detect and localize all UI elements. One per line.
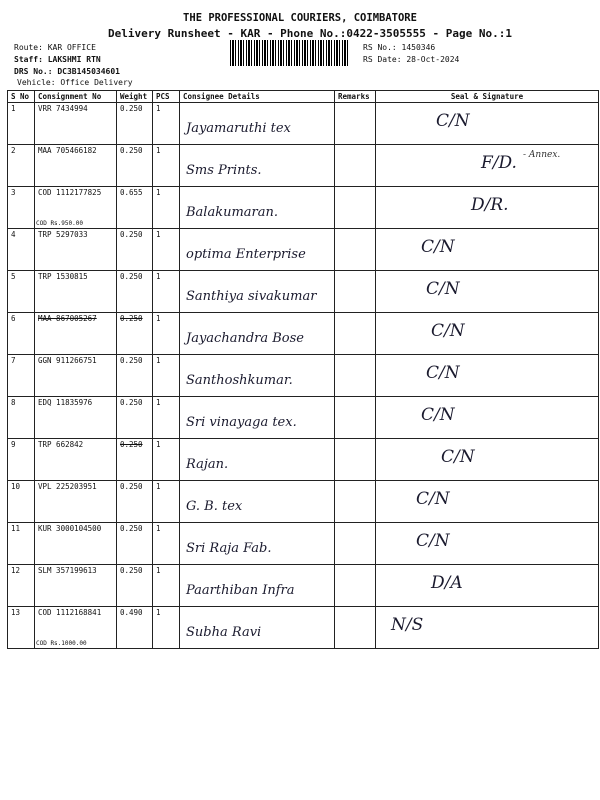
drs-number: DRS No.: DC3B145034601 xyxy=(14,67,120,76)
cell-consignee xyxy=(180,313,335,355)
cell-remarks xyxy=(335,271,376,313)
cell-consignment-text: KUR 3000104500 xyxy=(38,524,102,533)
cell-sno-text: 10 xyxy=(11,482,21,491)
cell-pcs-text: 1 xyxy=(156,104,161,113)
col-weight: Weight xyxy=(117,91,153,103)
cell-pcs-text: 1 xyxy=(156,188,161,197)
cell-consignee xyxy=(180,523,335,565)
table-row xyxy=(8,145,599,187)
cell-consignment-text: VPL 225203951 xyxy=(38,482,97,491)
cell-pcs xyxy=(153,481,180,523)
cell-consignee xyxy=(180,103,335,145)
cell-consignment-text: EDQ 11835976 xyxy=(38,398,93,407)
cell-consignment xyxy=(35,271,117,313)
cell-weight-text: 0.490 xyxy=(120,608,143,617)
table-row xyxy=(8,187,599,229)
cell-sno-text: 5 xyxy=(11,272,16,281)
cell-pcs xyxy=(153,145,180,187)
consignee-handwritten-name: Balakumaran. xyxy=(186,205,279,220)
col-consignment: Consignment No xyxy=(35,91,117,103)
cell-seal-signature xyxy=(376,439,599,481)
cell-seal-signature xyxy=(376,145,599,187)
cell-consignee xyxy=(180,397,335,439)
seal-handwritten-mark: C/N xyxy=(431,321,465,341)
consignee-handwritten-name: optima Enterprise xyxy=(186,247,306,262)
consignee-handwritten-name: Sms Prints. xyxy=(186,163,262,178)
cell-weight xyxy=(117,103,153,145)
seal-handwritten-mark: C/N xyxy=(426,363,460,383)
cell-seal-signature xyxy=(376,103,599,145)
cell-consignee xyxy=(180,187,335,229)
table-row xyxy=(8,523,599,565)
cell-consignee xyxy=(180,145,335,187)
cell-pcs-text: 1 xyxy=(156,524,161,533)
cell-remarks xyxy=(335,145,376,187)
cell-remarks xyxy=(335,397,376,439)
staff-label: Staff: LAKSHMI RTN xyxy=(14,55,101,64)
cell-sno xyxy=(8,397,35,439)
cell-consignment xyxy=(35,229,117,271)
cell-consignment xyxy=(35,187,117,229)
cell-weight-text: 0.250 xyxy=(120,272,143,281)
cell-sno-text: 13 xyxy=(11,608,21,617)
consignee-handwritten-name: Subha Ravi xyxy=(186,625,262,640)
cell-consignee xyxy=(180,439,335,481)
consignee-handwritten-name: Jayachandra Bose xyxy=(186,331,304,346)
cell-sno xyxy=(8,271,35,313)
cell-weight xyxy=(117,187,153,229)
cell-sno-text: 4 xyxy=(11,230,16,239)
cell-pcs-text: 1 xyxy=(156,272,161,281)
cell-seal-signature xyxy=(376,523,599,565)
cell-remarks xyxy=(335,523,376,565)
vehicle-label: Vehicle: Office Delivery xyxy=(17,78,133,87)
consignee-handwritten-name: Sri Raja Fab. xyxy=(186,541,272,556)
table-row xyxy=(8,313,599,355)
cell-consignee xyxy=(180,355,335,397)
seal-handwritten-mark: F/D. xyxy=(481,153,517,173)
cell-consignment xyxy=(35,523,117,565)
cell-sno-text: 2 xyxy=(11,146,16,155)
cell-weight-text: 0.250 xyxy=(120,482,143,491)
cell-weight xyxy=(117,145,153,187)
seal-handwritten-mark: D/R. xyxy=(471,195,509,215)
cell-weight xyxy=(117,607,153,649)
cell-pcs xyxy=(153,439,180,481)
cell-weight xyxy=(117,313,153,355)
table-row xyxy=(8,397,599,439)
cod-amount: COD Rs.950.00 xyxy=(36,220,83,227)
consignee-handwritten-name: Sri vinayaga tex. xyxy=(186,415,297,430)
table-row xyxy=(8,229,599,271)
seal-handwritten-mark: C/N xyxy=(436,111,470,131)
document-title: THE PROFESSIONAL COURIERS, COIMBATORE xyxy=(183,12,417,24)
consignee-handwritten-name: Rajan. xyxy=(186,457,229,472)
table-row xyxy=(8,271,599,313)
cell-consignment-text: SLM 357199613 xyxy=(38,566,97,575)
cell-weight xyxy=(117,481,153,523)
cell-sno xyxy=(8,355,35,397)
cell-pcs-text: 1 xyxy=(156,314,161,323)
cell-weight-text: 0.250 xyxy=(120,146,143,155)
cell-pcs-text: 1 xyxy=(156,230,161,239)
cell-weight-text: 0.250 xyxy=(120,230,143,239)
cell-weight xyxy=(117,523,153,565)
cell-consignment-text: GGN 911266751 xyxy=(38,356,97,365)
cell-pcs-text: 1 xyxy=(156,440,161,449)
margin-annotation: - Annex. xyxy=(523,150,561,160)
cell-consignment xyxy=(35,397,117,439)
barcode-image xyxy=(230,40,350,66)
cell-pcs-text: 1 xyxy=(156,608,161,617)
cell-seal-signature xyxy=(376,313,599,355)
cell-remarks xyxy=(335,607,376,649)
col-remarks: Remarks xyxy=(335,91,376,103)
cell-sno-text: 11 xyxy=(11,524,21,533)
cell-pcs xyxy=(153,229,180,271)
cell-consignee xyxy=(180,271,335,313)
seal-handwritten-mark: C/N xyxy=(426,279,460,299)
cell-seal-signature xyxy=(376,187,599,229)
cell-seal-signature xyxy=(376,607,599,649)
table-row xyxy=(8,355,599,397)
cell-consignment xyxy=(35,565,117,607)
cell-weight-text: 0.250 xyxy=(120,440,143,449)
seal-handwritten-mark: C/N xyxy=(441,447,475,467)
cell-pcs xyxy=(153,355,180,397)
cell-remarks xyxy=(335,313,376,355)
cell-sno xyxy=(8,313,35,355)
rs-number: RS No.: 1450346 xyxy=(363,43,436,52)
cell-sno-text: 8 xyxy=(11,398,16,407)
cell-sno-text: 6 xyxy=(11,314,16,323)
consignee-handwritten-name: Paarthiban Infra xyxy=(186,583,295,598)
cell-seal-signature xyxy=(376,229,599,271)
cell-consignment-text: MAA 867005267 xyxy=(38,314,97,323)
cell-pcs-text: 1 xyxy=(156,398,161,407)
seal-handwritten-mark: C/N xyxy=(416,531,450,551)
cell-pcs-text: 1 xyxy=(156,482,161,491)
cell-weight-text: 0.250 xyxy=(120,314,143,323)
seal-handwritten-mark: C/N xyxy=(416,489,450,509)
seal-handwritten-mark: C/N xyxy=(421,405,455,425)
cell-seal-signature xyxy=(376,397,599,439)
cell-sno xyxy=(8,439,35,481)
cell-consignment-text: MAA 705466182 xyxy=(38,146,97,155)
cell-weight xyxy=(117,565,153,607)
cell-consignee xyxy=(180,607,335,649)
cell-seal-signature xyxy=(376,565,599,607)
cell-sno xyxy=(8,523,35,565)
cell-remarks xyxy=(335,229,376,271)
cell-consignment-text: COD 1112168841 xyxy=(38,608,102,617)
cell-weight-text: 0.250 xyxy=(120,104,143,113)
cell-consignee xyxy=(180,565,335,607)
cell-consignment-text: TRP 662842 xyxy=(38,440,84,449)
cell-pcs-text: 1 xyxy=(156,356,161,365)
cell-sno xyxy=(8,565,35,607)
cell-consignment-text: TRP 5297033 xyxy=(38,230,88,239)
cell-sno xyxy=(8,607,35,649)
cell-sno-text: 3 xyxy=(11,188,16,197)
cell-remarks xyxy=(335,355,376,397)
seal-handwritten-mark: C/N xyxy=(421,237,455,257)
runsheet-table xyxy=(7,90,599,649)
cell-sno-text: 12 xyxy=(11,566,21,575)
cell-pcs xyxy=(153,313,180,355)
cell-weight-text: 0.250 xyxy=(120,524,143,533)
cell-weight-text: 0.250 xyxy=(120,356,143,365)
cell-pcs xyxy=(153,607,180,649)
cell-consignment xyxy=(35,439,117,481)
cell-seal-signature xyxy=(376,481,599,523)
cell-weight-text: 0.250 xyxy=(120,566,143,575)
consignee-handwritten-name: Santhoshkumar. xyxy=(186,373,293,388)
seal-handwritten-mark: N/S xyxy=(391,615,424,635)
cell-consignment xyxy=(35,355,117,397)
cell-remarks xyxy=(335,439,376,481)
cell-pcs-text: 1 xyxy=(156,146,161,155)
col-consignee: Consignee Details xyxy=(180,91,335,103)
cell-remarks xyxy=(335,565,376,607)
cell-sno-text: 7 xyxy=(11,356,16,365)
cell-weight-text: 0.655 xyxy=(120,188,143,197)
seal-handwritten-mark: D/A xyxy=(431,573,463,593)
cell-seal-signature xyxy=(376,271,599,313)
cell-seal-signature xyxy=(376,355,599,397)
table-row xyxy=(8,607,599,649)
table-row xyxy=(8,103,599,145)
cell-consignee xyxy=(180,229,335,271)
cell-consignment xyxy=(35,607,117,649)
table-row xyxy=(8,439,599,481)
cell-pcs xyxy=(153,271,180,313)
cell-weight xyxy=(117,229,153,271)
cell-consignment-text: VRR 7434994 xyxy=(38,104,88,113)
consignee-handwritten-name: Jayamaruthi tex xyxy=(186,121,291,136)
cell-sno-text: 9 xyxy=(11,440,16,449)
cell-pcs xyxy=(153,523,180,565)
cell-pcs xyxy=(153,565,180,607)
cell-sno xyxy=(8,187,35,229)
cell-consignment xyxy=(35,313,117,355)
table-row xyxy=(8,565,599,607)
cell-weight xyxy=(117,271,153,313)
cell-weight-text: 0.250 xyxy=(120,398,143,407)
table-row xyxy=(8,481,599,523)
cell-consignment xyxy=(35,145,117,187)
consignee-handwritten-name: Santhiya sivakumar xyxy=(186,289,317,304)
route-label: Route: KAR OFFICE xyxy=(14,43,96,52)
cell-pcs xyxy=(153,187,180,229)
cell-sno xyxy=(8,145,35,187)
cell-consignment-text: COD 1112177825 xyxy=(38,188,102,197)
cell-sno xyxy=(8,481,35,523)
cell-remarks xyxy=(335,187,376,229)
cell-consignee xyxy=(180,481,335,523)
col-sno: S No xyxy=(8,91,35,103)
cell-weight xyxy=(117,397,153,439)
rs-date: RS Date: 28-Oct-2024 xyxy=(363,55,460,64)
cell-sno xyxy=(8,103,35,145)
cell-sno xyxy=(8,229,35,271)
cell-sno-text: 1 xyxy=(11,104,16,113)
cell-pcs xyxy=(153,103,180,145)
cell-remarks xyxy=(335,103,376,145)
table-header-row xyxy=(8,91,599,103)
document-subtitle: Delivery Runsheet - KAR - Phone No.:0422-3505555 - Page No.:1 xyxy=(108,27,512,40)
cell-weight xyxy=(117,439,153,481)
cell-weight xyxy=(117,355,153,397)
cell-pcs-text: 1 xyxy=(156,566,161,575)
cod-amount: COD Rs.1000.00 xyxy=(36,640,87,647)
cell-pcs xyxy=(153,397,180,439)
cell-consignment-text: TRP 1530815 xyxy=(38,272,88,281)
consignee-handwritten-name: G. B. tex xyxy=(186,499,243,514)
cell-consignment xyxy=(35,103,117,145)
col-seal: Seal & Signature xyxy=(376,91,599,103)
cell-remarks xyxy=(335,481,376,523)
col-pcs: PCS xyxy=(153,91,180,103)
cell-consignment xyxy=(35,481,117,523)
